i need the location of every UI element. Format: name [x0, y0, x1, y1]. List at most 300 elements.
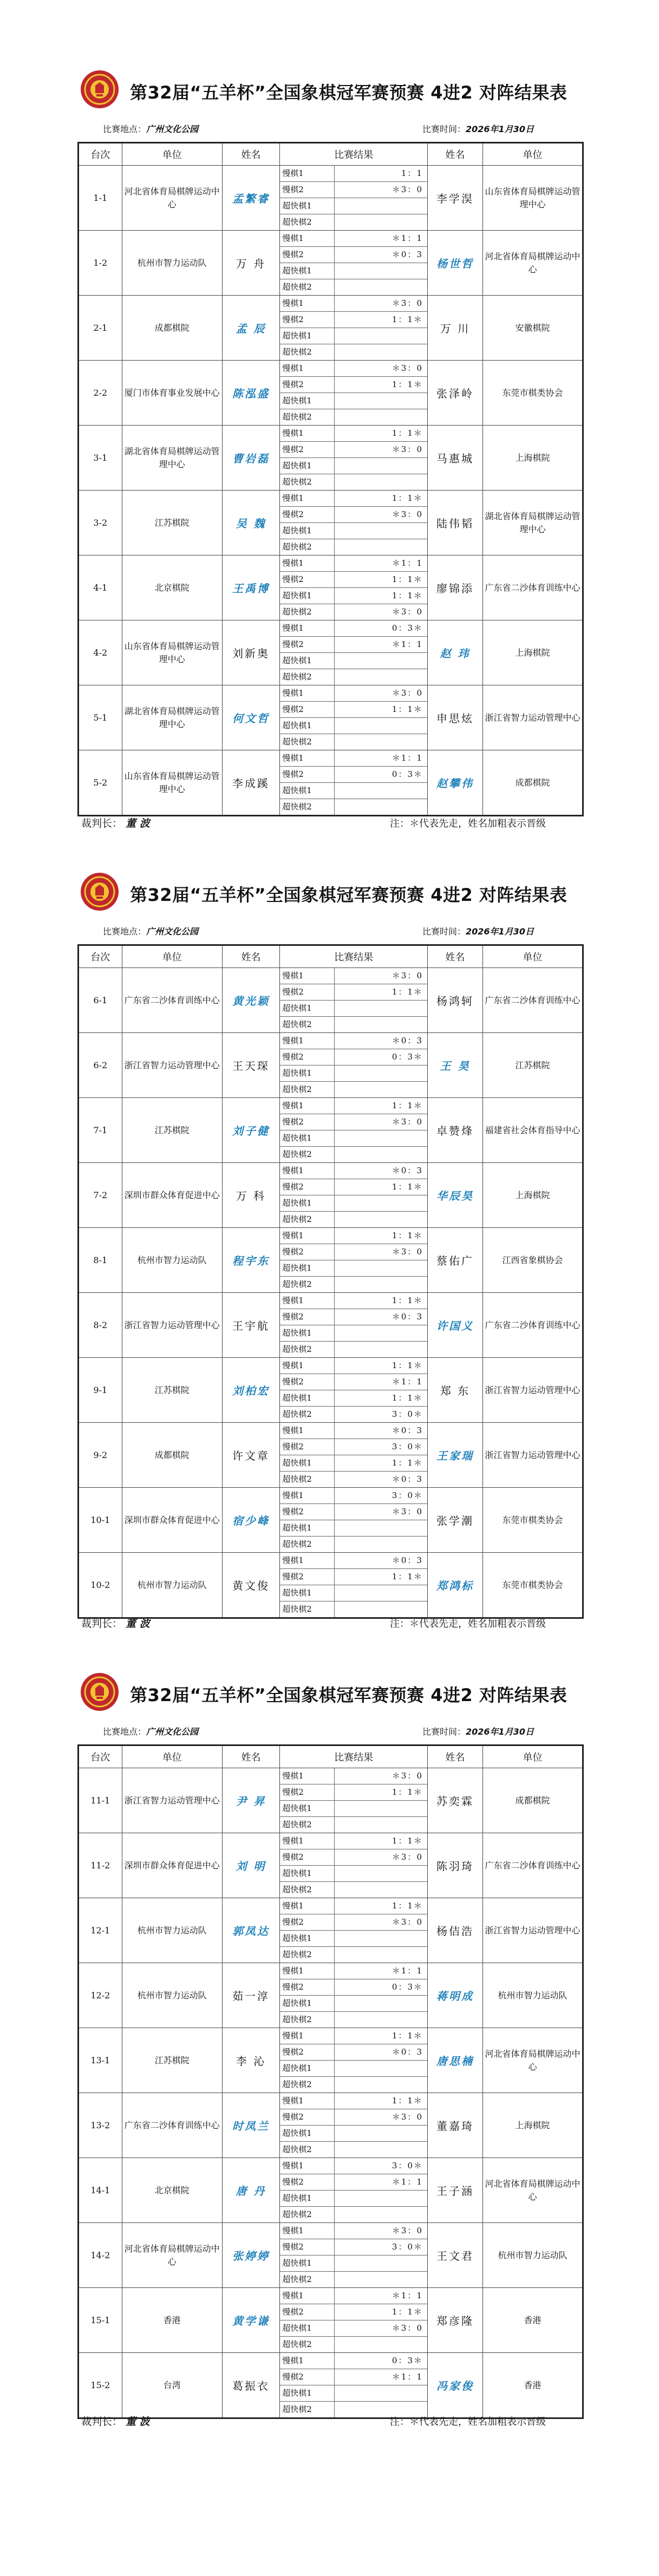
- player-a-name: 孟 辰: [222, 296, 280, 361]
- player-b-name: 王 昊: [428, 1033, 483, 1098]
- referee-label: 裁判长：: [81, 818, 123, 829]
- date-label: 比赛时间：: [422, 926, 466, 937]
- game-score: 1：1＊: [392, 987, 423, 997]
- game-row: [280, 1212, 427, 1227]
- unit-b-cell: 浙江省智力运动管理中心: [482, 685, 583, 750]
- game-row: [280, 1784, 427, 1801]
- game-score: [335, 2191, 427, 2206]
- game-label: 慢棋1: [280, 426, 335, 441]
- results-cell: [280, 361, 428, 426]
- game-score: ＊3：0: [392, 2323, 423, 2333]
- game-label: 超快棋1: [280, 198, 335, 214]
- game-row: [280, 2174, 427, 2191]
- results-cell: [280, 1228, 428, 1293]
- unit-a-cell: 广东省二沙体育训练中心: [122, 2093, 222, 2158]
- game-row: [280, 1931, 427, 1947]
- game-label: 超快棋2: [280, 2142, 335, 2157]
- game-row: [280, 604, 427, 620]
- venue-line: [103, 122, 198, 135]
- game-score: [335, 539, 427, 555]
- game-label: 超快棋1: [280, 1931, 335, 1946]
- player-b-name: 唐思楠: [428, 2028, 483, 2093]
- game-score: 0：3＊: [392, 623, 423, 633]
- player-b-name: 赵攀伟: [428, 750, 483, 816]
- game-label: 慢棋2: [280, 1309, 335, 1325]
- game-score: [335, 2012, 427, 2028]
- game-label: 超快棋2: [280, 1472, 335, 1487]
- game-score: [335, 2385, 427, 2401]
- game-score: ＊3：0: [392, 509, 423, 519]
- player-a-name: 万 舟: [222, 231, 280, 296]
- table-body: [79, 166, 583, 816]
- player-b-name: 郑彦隆: [428, 2288, 483, 2353]
- game-label: 慢棋1: [280, 1898, 335, 1914]
- player-a-name: 李 沁: [222, 2028, 280, 2093]
- game-row: [280, 555, 427, 572]
- game-score: [335, 734, 427, 750]
- game-label: 超快棋2: [280, 1947, 335, 1963]
- game-row: [280, 1163, 427, 1179]
- referee-line: [81, 1616, 150, 1630]
- unit-b-cell: 湖北省体育局棋牌运动管理中心: [482, 491, 583, 555]
- results-cell: [280, 1098, 428, 1163]
- game-score: ＊1：1: [392, 2291, 423, 2300]
- game-score: ＊0：3: [392, 1426, 423, 1435]
- game-row: [280, 507, 427, 523]
- game-score: [335, 1277, 427, 1292]
- results-cell: [280, 968, 428, 1033]
- player-a-name: 茹一淳: [222, 1963, 280, 2028]
- venue-value: 广州文化公园: [146, 1727, 199, 1737]
- results-cell: [280, 491, 428, 555]
- game-score: ＊3：0: [392, 971, 423, 980]
- results-cell: [280, 426, 428, 491]
- results-cell: [280, 1033, 428, 1098]
- header-round: 台次: [79, 1745, 122, 1768]
- game-row: [280, 1914, 427, 1931]
- game-score: [335, 279, 427, 295]
- game-row: [280, 214, 427, 230]
- game-label: 慢棋2: [280, 1569, 335, 1585]
- game-label: 超快棋2: [280, 409, 335, 425]
- player-a-name: 许文章: [222, 1423, 280, 1488]
- round-cell: 11-2: [79, 1833, 122, 1898]
- game-score: ＊3：0: [392, 607, 423, 617]
- round-cell: 8-2: [79, 1293, 122, 1358]
- player-b-name: 蔡佑广: [428, 1228, 483, 1293]
- game-label: 超快棋1: [280, 588, 335, 604]
- game-score: ＊0：3: [392, 1474, 423, 1484]
- game-label: 超快棋1: [280, 2126, 335, 2141]
- game-label: 超快棋1: [280, 328, 335, 344]
- game-label: 超快棋1: [280, 1195, 335, 1211]
- player-b-name: 张学潮: [428, 1488, 483, 1553]
- game-label: 超快棋1: [280, 1866, 335, 1881]
- player-b-name: 冯家俊: [428, 2353, 483, 2418]
- player-a-name: 吴 魏: [222, 491, 280, 555]
- table-row: [79, 1358, 583, 1423]
- venue-label: 比赛地点：: [103, 1727, 147, 1737]
- game-row: [280, 669, 427, 685]
- game-label: 慢棋1: [280, 1423, 335, 1439]
- game-row: [280, 1179, 427, 1195]
- game-row: [280, 572, 427, 588]
- player-b-name: 杨鸿轲: [428, 968, 483, 1033]
- player-a-name: 刘子健: [222, 1098, 280, 1163]
- results-cell: [280, 296, 428, 361]
- results-table: [77, 944, 584, 1619]
- game-row: [280, 2028, 427, 2044]
- game-row: [280, 166, 427, 182]
- game-row: [280, 2158, 427, 2174]
- game-row: [280, 968, 427, 984]
- game-label: 超快棋1: [280, 718, 335, 734]
- game-label: 超快棋1: [280, 1001, 335, 1016]
- game-row: [280, 198, 427, 214]
- game-label: 慢棋2: [280, 1849, 335, 1865]
- game-label: 慢棋1: [280, 1163, 335, 1179]
- game-label: 慢棋1: [280, 491, 335, 506]
- chess-association-emblem-icon: [80, 1672, 120, 1712]
- date-value: 2026年1月30日: [466, 124, 534, 134]
- venue-label: 比赛地点：: [103, 124, 147, 134]
- player-b-name: 董嘉琦: [428, 2093, 483, 2158]
- unit-b-cell: 上海棋院: [482, 1163, 583, 1228]
- table-row: [79, 296, 583, 361]
- game-row: [280, 393, 427, 409]
- results-cell: [280, 555, 428, 620]
- game-score: [335, 2061, 427, 2076]
- table-row: [79, 491, 583, 555]
- game-row: [280, 2061, 427, 2077]
- game-score: [335, 214, 427, 230]
- results-cell: [280, 1833, 428, 1898]
- unit-a-cell: 杭州市智力运动队: [122, 1228, 222, 1293]
- game-score: 0：3＊: [392, 2356, 423, 2365]
- game-score: [335, 523, 427, 539]
- game-label: 超快棋2: [280, 734, 335, 750]
- unit-b-cell: 广东省二沙体育训练中心: [482, 1833, 583, 1898]
- results-cell: [280, 1488, 428, 1553]
- game-score: ＊1：1: [392, 2372, 423, 2382]
- unit-a-cell: 杭州市智力运动队: [122, 1898, 222, 1963]
- game-label: 超快棋1: [280, 2061, 335, 2076]
- game-label: 慢棋1: [280, 2158, 335, 2174]
- game-score: [335, 1931, 427, 1946]
- game-score: [335, 799, 427, 815]
- game-label: 超快棋1: [280, 1390, 335, 1406]
- table-row: [79, 555, 583, 620]
- unit-b-cell: 浙江省智力运动管理中心: [482, 1358, 583, 1423]
- game-label: 超快棋2: [280, 279, 335, 295]
- player-a-name: 尹 昇: [222, 1768, 280, 1833]
- game-row: [280, 247, 427, 263]
- game-row: [280, 1147, 427, 1162]
- game-row: [280, 182, 427, 198]
- game-row: [280, 539, 427, 555]
- game-label: 超快棋2: [280, 2337, 335, 2352]
- game-score: ＊3：0: [392, 298, 423, 308]
- game-row: [280, 1898, 427, 1914]
- game-score: [335, 2126, 427, 2141]
- game-score: ＊3：0: [392, 185, 423, 194]
- game-score: [335, 263, 427, 279]
- game-label: 超快棋2: [280, 2207, 335, 2222]
- player-a-name: 孟繁睿: [222, 166, 280, 231]
- game-row: [280, 783, 427, 799]
- game-row: [280, 426, 427, 442]
- table-row: [79, 1553, 583, 1618]
- game-score: [335, 474, 427, 490]
- table-row: [79, 2158, 583, 2223]
- game-score: 3：0＊: [392, 2242, 423, 2252]
- game-label: 超快棋2: [280, 2402, 335, 2417]
- unit-a-cell: 台湾: [122, 2353, 222, 2418]
- game-row: [280, 1504, 427, 1520]
- header-unit-b: 单位: [482, 1745, 583, 1768]
- results-cell: [280, 750, 428, 816]
- game-row: [280, 1293, 427, 1309]
- date-value: 2026年1月30日: [466, 1727, 534, 1737]
- game-label: 慢棋1: [280, 2093, 335, 2109]
- game-score: [335, 1260, 427, 1276]
- game-label: 超快棋1: [280, 2191, 335, 2206]
- player-b-name: 申思炫: [428, 685, 483, 750]
- table-row: [79, 2093, 583, 2158]
- player-a-name: 黄学谦: [222, 2288, 280, 2353]
- referee-label: 裁判长：: [81, 2416, 123, 2428]
- player-a-name: 刘新奥: [222, 620, 280, 685]
- footnote: 注：＊代表先走，姓名加粗表示晋级: [390, 1618, 546, 1630]
- game-label: 超快棋2: [280, 474, 335, 490]
- table-header-row: [79, 143, 583, 166]
- game-label: 慢棋1: [280, 1833, 335, 1849]
- table-header-row: [79, 1745, 583, 1768]
- game-row: [280, 1963, 427, 1979]
- player-a-name: 刘 明: [222, 1833, 280, 1898]
- round-cell: 9-2: [79, 1423, 122, 1488]
- game-row: [280, 799, 427, 815]
- game-row: [280, 1114, 427, 1130]
- game-row: [280, 2012, 427, 2028]
- game-row: [280, 1244, 427, 1260]
- game-score: [335, 1996, 427, 2011]
- game-score: [335, 1130, 427, 1146]
- unit-a-cell: 香港: [122, 2288, 222, 2353]
- round-cell: 14-2: [79, 2223, 122, 2288]
- unit-b-cell: 江苏棋院: [482, 1033, 583, 1098]
- game-label: 超快棋2: [280, 799, 335, 815]
- game-row: [280, 523, 427, 539]
- player-b-name: 马惠城: [428, 426, 483, 491]
- game-label: 慢棋2: [280, 1979, 335, 1995]
- game-label: 慢棋1: [280, 361, 335, 376]
- game-label: 超快棋2: [280, 214, 335, 230]
- game-score: [335, 409, 427, 425]
- table-row: [79, 685, 583, 750]
- round-cell: 7-2: [79, 1163, 122, 1228]
- game-label: 慢棋2: [280, 2369, 335, 2385]
- round-cell: 15-2: [79, 2353, 122, 2418]
- sheet-title: 第32届“五羊杯”全国象棋冠军赛预赛 4进2 对阵结果表: [130, 82, 567, 103]
- game-row: [280, 1358, 427, 1374]
- game-score: 1：1＊: [392, 315, 423, 324]
- game-label: 超快棋1: [280, 263, 335, 279]
- game-score: 1：1＊: [392, 1901, 423, 1911]
- game-row: [280, 2369, 427, 2385]
- game-row: [280, 2288, 427, 2304]
- header-unit-b: 单位: [482, 143, 583, 166]
- results-cell: [280, 166, 428, 231]
- player-a-name: 刘柏宏: [222, 1358, 280, 1423]
- player-a-name: 王天琛: [222, 1033, 280, 1098]
- game-label: 慢棋1: [280, 231, 335, 246]
- game-row: [280, 1049, 427, 1065]
- game-label: 慢棋2: [280, 2304, 335, 2320]
- table-row: [79, 1163, 583, 1228]
- game-row: [280, 750, 427, 767]
- player-b-name: 王家瑞: [428, 1423, 483, 1488]
- game-label: 慢棋2: [280, 1049, 335, 1065]
- game-label: 慢棋1: [280, 1033, 335, 1049]
- header-name-a: 姓名: [222, 945, 280, 968]
- unit-a-cell: 深圳市群众体育促进中心: [122, 1833, 222, 1898]
- game-score: 3：0＊: [392, 1442, 423, 1452]
- game-score: [335, 669, 427, 685]
- results-cell: [280, 2158, 428, 2223]
- game-score: ＊1：1: [392, 233, 423, 243]
- game-score: 1：1＊: [392, 1231, 423, 1240]
- unit-a-cell: 河北省体育局棋牌运动中心: [122, 2223, 222, 2288]
- game-score: ＊3：0: [392, 1771, 423, 1781]
- game-score: ＊0：3: [392, 250, 423, 259]
- game-score: [335, 2207, 427, 2222]
- game-score: ＊0：3: [392, 1555, 423, 1565]
- unit-b-cell: 上海棋院: [482, 426, 583, 491]
- game-label: 慢棋1: [280, 1768, 335, 1784]
- player-b-name: 张泽岭: [428, 361, 483, 426]
- game-row: [280, 231, 427, 247]
- game-label: 慢棋2: [280, 572, 335, 587]
- game-row: [280, 1130, 427, 1147]
- table-row: [79, 166, 583, 231]
- referee-line: [81, 2414, 150, 2428]
- game-row: [280, 1472, 427, 1487]
- results-cell: [280, 1963, 428, 2028]
- game-label: 慢棋2: [280, 1114, 335, 1130]
- game-score: ＊1：1: [392, 558, 423, 568]
- game-row: [280, 1947, 427, 1963]
- game-label: 超快棋1: [280, 653, 335, 669]
- sheet-title: 第32届“五羊杯”全国象棋冠军赛预赛 4进2 对阵结果表: [130, 1685, 567, 1705]
- unit-a-cell: 成都棋院: [122, 296, 222, 361]
- game-row: [280, 2207, 427, 2222]
- game-score: 1：1＊: [392, 1101, 423, 1110]
- game-row: [280, 1520, 427, 1537]
- unit-a-cell: 湖北省体育局棋牌运动管理中心: [122, 685, 222, 750]
- round-cell: 7-1: [79, 1098, 122, 1163]
- game-row: [280, 458, 427, 474]
- unit-b-cell: 江西省象棋协会: [482, 1228, 583, 1293]
- game-label: 慢棋2: [280, 1914, 335, 1930]
- table-body: [79, 968, 583, 1618]
- round-cell: 4-2: [79, 620, 122, 685]
- player-b-name: 郑 东: [428, 1358, 483, 1423]
- game-row: [280, 1065, 427, 1082]
- header-unit-a: 单位: [122, 1745, 222, 1768]
- game-score: 1：1＊: [392, 1836, 423, 1846]
- game-label: 慢棋2: [280, 702, 335, 717]
- unit-a-cell: 江苏棋院: [122, 491, 222, 555]
- game-row: [280, 1098, 427, 1114]
- game-score: [335, 344, 427, 360]
- results-cell: [280, 1898, 428, 1963]
- table-row: [79, 1768, 583, 1833]
- game-score: 1：1＊: [392, 1182, 423, 1192]
- unit-b-cell: 香港: [482, 2353, 583, 2418]
- round-cell: 5-1: [79, 685, 122, 750]
- game-score: [335, 198, 427, 214]
- referee-line: [81, 815, 150, 830]
- unit-a-cell: 北京棋院: [122, 2158, 222, 2223]
- game-label: 超快棋1: [280, 1801, 335, 1816]
- game-label: 慢棋1: [280, 1553, 335, 1568]
- game-label: 超快棋2: [280, 344, 335, 360]
- game-row: [280, 1833, 427, 1849]
- game-label: 慢棋2: [280, 1244, 335, 1260]
- results-cell: [280, 2093, 428, 2158]
- game-row: [280, 1195, 427, 1212]
- table-body: [79, 1768, 583, 2418]
- game-label: 超快棋1: [280, 1065, 335, 1081]
- game-row: [280, 2223, 427, 2239]
- unit-a-cell: 杭州市智力运动队: [122, 1963, 222, 2028]
- player-a-name: 时凤兰: [222, 2093, 280, 2158]
- game-label: 慢棋1: [280, 2028, 335, 2044]
- table-row: [79, 1293, 583, 1358]
- game-score: 1：1: [401, 168, 423, 178]
- game-row: [280, 2337, 427, 2352]
- game-row: [280, 2272, 427, 2287]
- game-score: ＊0：3: [392, 2047, 423, 2057]
- game-label: 超快棋2: [280, 2012, 335, 2028]
- game-score: 1：1＊: [392, 380, 423, 389]
- player-b-name: 万 川: [428, 296, 483, 361]
- game-score: [335, 328, 427, 344]
- table-row: [79, 750, 583, 816]
- player-a-name: 曹岩磊: [222, 426, 280, 491]
- unit-a-cell: 山东省体育局棋牌运动管理中心: [122, 750, 222, 816]
- unit-a-cell: 成都棋院: [122, 1423, 222, 1488]
- game-score: ＊3：0: [392, 1852, 423, 1862]
- player-b-name: 陆伟韬: [428, 491, 483, 555]
- results-cell: [280, 1768, 428, 1833]
- game-row: [280, 1017, 427, 1032]
- player-b-name: 陈羽琦: [428, 1833, 483, 1898]
- game-label: 超快棋1: [280, 1260, 335, 1276]
- footnote: 注：＊代表先走，姓名加粗表示晋级: [390, 818, 546, 829]
- game-score: ＊0：3: [392, 1036, 423, 1045]
- game-label: 慢棋2: [280, 1439, 335, 1455]
- game-score: [335, 1801, 427, 1816]
- player-a-name: 王禹博: [222, 555, 280, 620]
- footnote: 注：＊代表先走，姓名加粗表示晋级: [390, 2416, 546, 2428]
- game-row: [280, 344, 427, 360]
- round-cell: 13-2: [79, 2093, 122, 2158]
- game-score: ＊1：1: [392, 639, 423, 649]
- referee-name: 董 波: [126, 2416, 150, 2428]
- game-row: [280, 734, 427, 750]
